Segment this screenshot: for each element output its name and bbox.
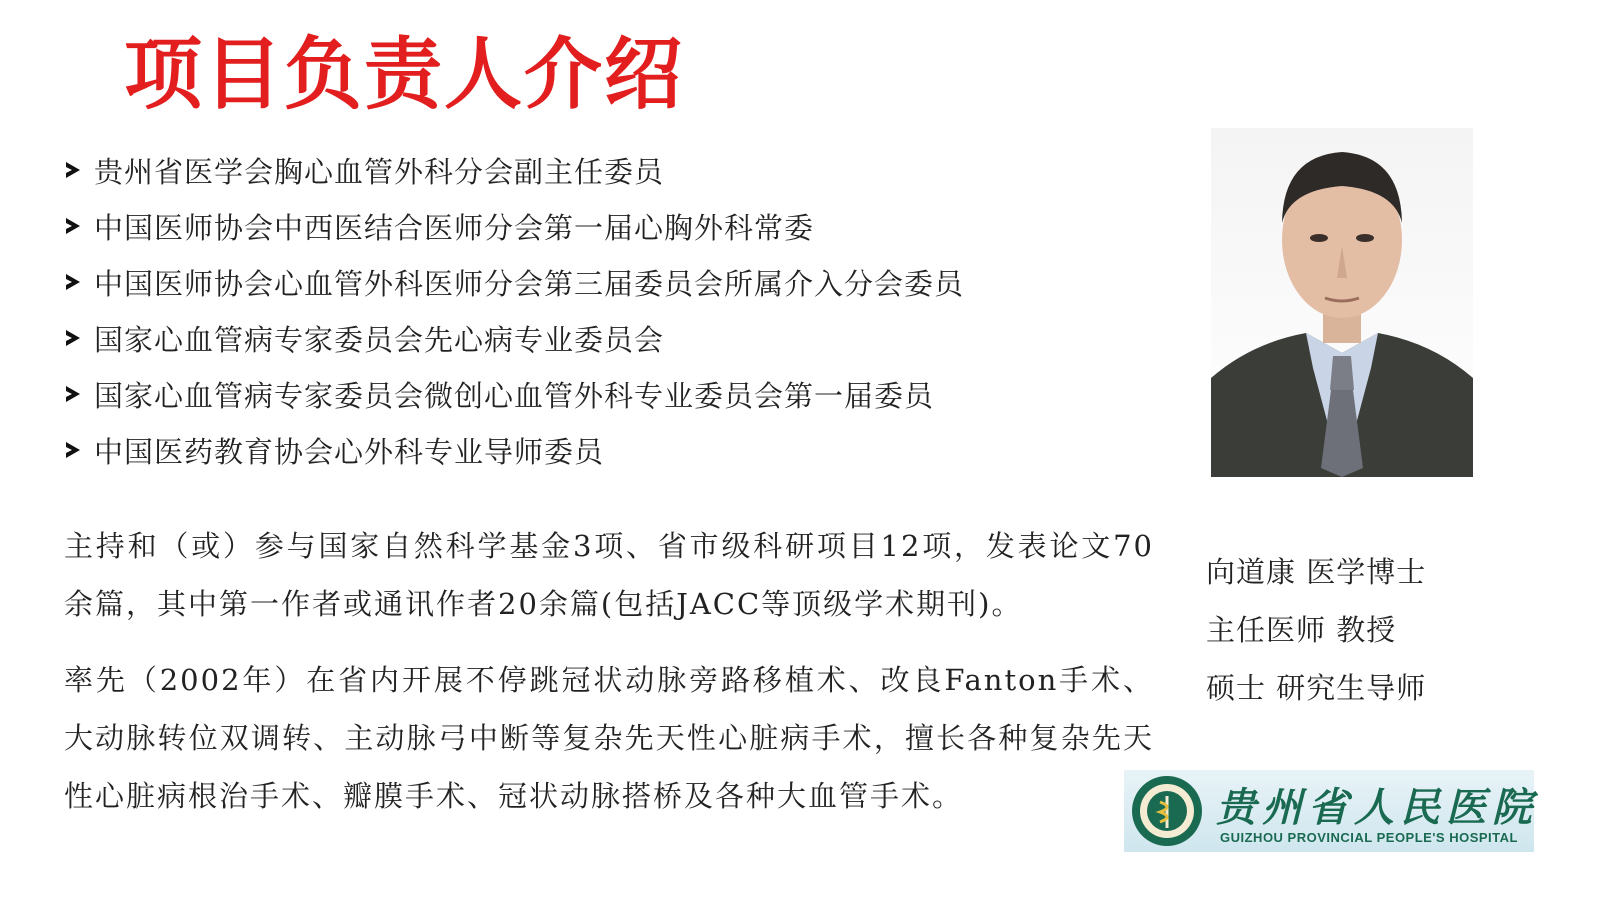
list-item-text: 国家心血管病专家委员会微创心血管外科专业委员会第一届委员: [94, 378, 935, 413]
surgery-paragraph: 率先（2002年）在省内开展不停跳冠状动脉旁路移植术、改良Fanton手术、大动脉转位双调转、主动脉弓中断等复杂先天性心脏病手术，擅长各种复杂先天性心脏病根治手术、瓣膜手术、冠状动脉搭桥及各种大血管手术。: [64, 663, 1154, 813]
person-supervisor: 硕士 研究生导师: [1206, 671, 1427, 705]
arrow-bullet-icon: [66, 274, 80, 290]
slide-title: 项目负责人介绍: [124, 30, 685, 120]
list-item-text: 中国医药教育协会心外科专业导师委员: [94, 434, 605, 469]
list-item: [66, 310, 964, 366]
person-title: 主任医师 教授: [1206, 613, 1397, 647]
arrow-bullet-icon: [66, 162, 80, 178]
hospital-logo: [1124, 770, 1538, 852]
hospital-name-en: GUIZHOU PROVINCIAL PEOPLE'S HOSPITAL: [1220, 830, 1518, 845]
portrait-illustration: [1211, 128, 1473, 477]
hospital-name-cn: 贵州省人民医院: [1216, 784, 1538, 831]
person-caption: [1206, 543, 1426, 717]
list-item: [66, 198, 964, 254]
list-item: [66, 254, 964, 310]
arrow-bullet-icon: [66, 386, 80, 402]
list-item: [66, 366, 964, 422]
list-item: [66, 142, 964, 198]
person-name-degree: 向道康 医学博士: [1206, 555, 1427, 589]
list-item: [66, 422, 964, 478]
research-paragraph: 主持和（或）参与国家自然科学基金3项、省市级科研项目12项，发表论文70余篇，其中第一作者或通讯作者20余篇(包括JACC等顶级学术期刊)。: [64, 529, 1154, 621]
arrow-bullet-icon: [66, 218, 80, 234]
credentials-list: [66, 142, 964, 478]
portrait-photo: [1211, 128, 1473, 477]
list-item-text: 中国医师协会心血管外科医师分会第三届委员会所属介入分会委员: [94, 266, 965, 301]
list-item-text: 中国医师协会中西医结合医师分会第一届心胸外科常委: [94, 210, 815, 245]
arrow-bullet-icon: [66, 330, 80, 346]
list-item-text: 贵州省医学会胸心血管外科分会副主任委员: [94, 154, 665, 189]
list-item-text: 国家心血管病专家委员会先心病专业委员会: [94, 322, 665, 357]
arrow-bullet-icon: [66, 442, 80, 458]
hospital-emblem-icon: [1130, 774, 1204, 848]
